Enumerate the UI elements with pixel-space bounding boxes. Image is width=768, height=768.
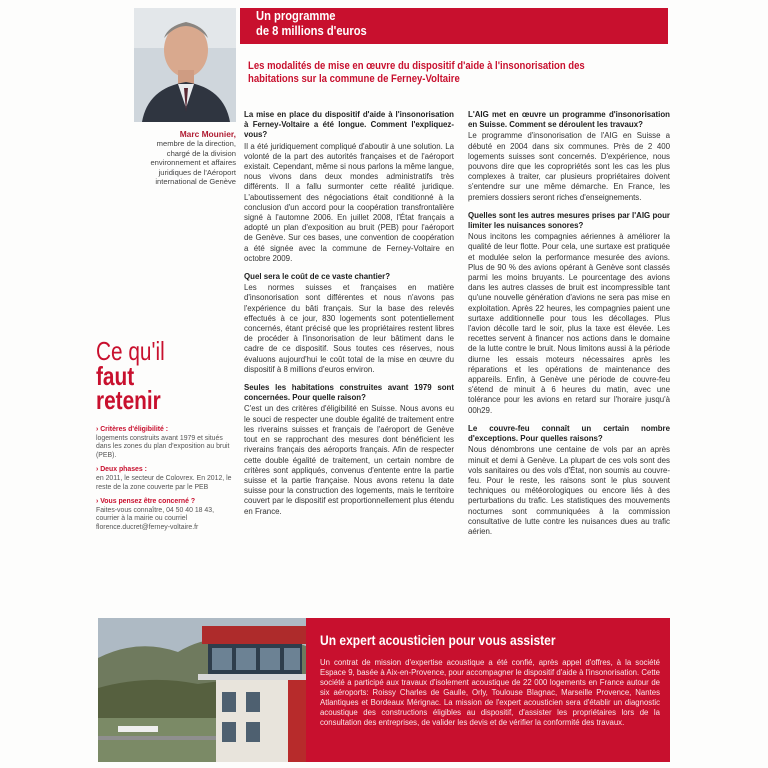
key-point-title: › Deux phases : [96, 466, 147, 474]
answer: Nous dénombrons une centaine de vols par an après minuit et demi à Genève. La plupart de ces vols sont des vols sanitaires ou des vols d'État, non soumis au couvre-feu. Pour le reste, les raisons sont le plus souvent techniques ou météorologiques ou encore liés à des perturbations du trafic. Les statistiques des mouvements nocturnes sont communiquées à la commission consultative de lutte contre les nuisances dues au trafic aérien. [468, 445, 670, 536]
question: Quelles sont les autres mesures prises par l'AIG pour limiter les nuisances sonores? [468, 210, 670, 231]
answer: C'est un des critères d'éligibilité en Suisse. Nous avons eu le souci de respecter une double égalité de traitement entre les riverains suisses et français de l'aéroport de Genève tout en se rapprochant des mesures dont bénéficient les riverains français des aéroports français. Afin de respecter cette double égalité de traitement, un certain nombre de critères sont appliqués, convenus d'entente entre la partie suisse et la partie française. Nous avons retenu la date suisse pour la construction des logements, mais le territoire couvert par le dispositif est proportionnellement plus étendu en France. [244, 404, 454, 516]
key-points-heading-line-1: Ce qu'il [96, 336, 165, 366]
expert-box [306, 618, 670, 762]
question: L'AIG met en œuvre un programme d'insonorisation en Suisse. Comment se déroulent les travaux? [468, 110, 670, 130]
expert-section [98, 618, 670, 762]
portrait-caption [134, 130, 236, 186]
headline [256, 8, 367, 38]
headline-line-1: Un programme [256, 8, 336, 23]
interview-column-left [244, 110, 454, 519]
question: Quel sera le coût de ce vaste chantier? [244, 272, 391, 282]
key-points-list [96, 426, 236, 533]
key-point-title: › Vous pensez être concerné ? [96, 498, 196, 506]
expert-title: Un expert acousticien pour vous assister [320, 632, 556, 648]
key-points-heading-line-2: faut [96, 361, 135, 391]
key-point-text: en 2011, le secteur de Colovrex. En 2012, le reste de la zone couverte par le PEB [96, 474, 232, 491]
interviewee-role: membre de la direction, chargé de la division environnement et affaires juridiques de l'Aéroport international de Genève [150, 139, 236, 187]
interview-column-right [468, 110, 670, 539]
interviewee-name: Marc Mounier, [179, 129, 236, 139]
key-points-heading [96, 336, 232, 415]
question: Seules les habitations construites avant 1979 sont concernées. Pour quelle raison? [244, 383, 454, 403]
expert-text: Un contrat de mission d'expertise acoustique a été confié, après appel d'offres, à la société Espace 9, basée à Aix-en-Provence, pour accompagner le dispositif d'aide à l'insonorisation. Cette société a participé aux travaux d'isolement acoustique de 22 000 logements en France autour de six aéroports: Roissy Charles de Gaulle, Orly, Toulouse Blagnac, Marseille Provence, Nantes Atlantiques et Bordeaux Mérignac. La mission de l'expert acousticien sera d'établir un diagnostic acoustique des constructions éligibles au dispositif, d'assister les propriétaires lors de la consultation des entreprises, de valider les devis et de vérifier la conformité des travaux. [320, 658, 660, 727]
answer: Le programme d'insonorisation de l'AIG en Suisse a débuté en 2004 dans six communes. Près de 2 400 logements suisses sont concernés. D'expérience, nous pouvons dire que les copropriétés sont les cas les plus complexes à traiter, car plusieurs propriétaires doivent s'entendre sur une même démarche. En France, les premiers dossiers seront riches d'enseignements. [468, 131, 670, 202]
key-points-heading-line-3: retenir [96, 385, 161, 415]
key-point-text: logements construits avant 1979 et situés dans les zones du plan d'exposition au bruit (PEB). [96, 434, 230, 459]
answer: Il a été juridiquement compliqué d'aboutir à une solution. La volonté de la part des autorités françaises et de l'aéroport existait. Cependant, même si nous parlons la même langue, nous vivons dans deux mondes administratifs très différents. Il a fallu surmonter cette réalité juridique. L'aboutissement des négociations était conditionné à la conclusion d'un accord pour la coopération transfrontalière signé à l'automne 2006. En juillet 2008, l'État français a adopté un plan d'exposition au bruit (PEB) pour l'aéroport de Genève. Sur ces bases, une convention de coopération a été signée avec la commune de Ferney-Voltaire en octobre 2009. [244, 141, 454, 263]
key-point-text: Faites-vous connaître, 04 50 40 18 43, courrier à la mairie ou courriel florence.ducret@ferney-voltaire.fr [96, 506, 214, 531]
headline-line-2: de 8 millions d'euros [256, 23, 367, 38]
answer: Nous incitons les compagnies aériennes à améliorer la qualité de leur flotte. Pour cela, une surtaxe est pratiquée et modulée selon la performance mesurée des avions. Plus de 90 % des avions opérant à Genève sont classés parmi les moins bruyants. Le pourcentage des avions dans les autres classes de bruit est incompressible tant qu'une nouvelle génération d'avions ne sera pas mise en exploitation. Après 22 heures, les compagnies paient une surtaxe additionnelle pour tous les décollages. Plus l'avion décolle tard le soir, plus la taxe est élevée. Les recettes servent à financer nos actions dans le domaine de la lutte contre le bruit. Nous limitons aussi à la période diurne les essais moteurs nécessaires après les réparations et les opérations de maintenance des appareils. Enfin, à Genève une période de couvre-feu s'étend de minuit à 6 heures du matin, avec une tolérance pour les avions en retard sur l'horaire jusqu'à 00h29. [468, 232, 670, 415]
question: Le couvre-feu connaît un certain nombre d'exceptions. Pour quelles raisons? [468, 423, 670, 444]
key-point-title: › Critères d'éligibilité : [96, 426, 169, 433]
question: La mise en place du dispositif d'aide à l'insonorisation à Ferney-Voltaire a été longue. Comment l'expliquez-vous? [244, 110, 454, 140]
portrait-photo [134, 8, 236, 122]
article-deck: Les modalités de mise en œuvre du dispositif d'aide à l'insonorisation des habitations sur la commune de Ferney-Voltaire [248, 60, 585, 86]
answer: Les normes suisses et françaises en matière d'insonorisation sont différentes et nous n'avons pas l'expérience du bâti français. Sur la base des relevés effectués à ce jour, 830 logements sont potentiellement concernés, étant précisé que les propriétaires restent libres de procéder à l'insonorisation de leur bâtiment dans le cadre de ce dispositif. Sous toutes ces réserves, nous évaluons aujourd'hui le coût total de la mise en œuvre du dispositif à 8 millions d'euros environ. [244, 283, 454, 374]
airport-tower-photo [98, 618, 306, 762]
